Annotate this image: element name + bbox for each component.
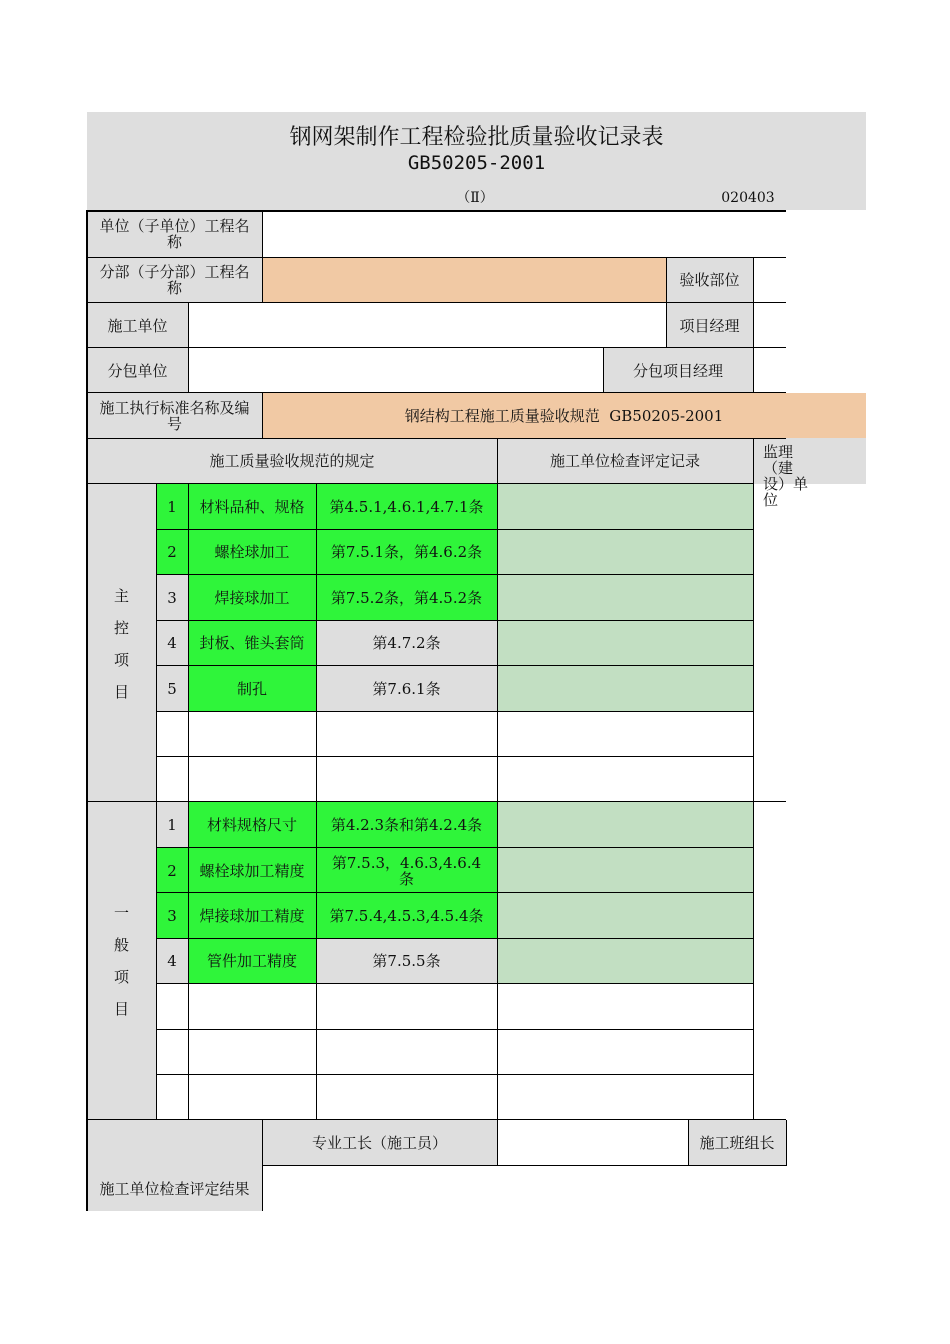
grid-line [156, 892, 753, 893]
grid-line [156, 1029, 753, 1030]
acceptance-part-value[interactable] [753, 257, 786, 303]
grid-line [753, 257, 754, 393]
subcontract-manager-value[interactable] [753, 348, 786, 393]
standard-value: 钢结构工程施工质量验收规范 GB50205-2001 [262, 393, 866, 438]
mc-item-no: 5 [156, 666, 188, 711]
general-item-clause: 第7.5.3，4.6.3,4.6.4条 [316, 848, 497, 893]
record-column-header: 施工单位检查评定记录 [497, 438, 753, 484]
grid-line [156, 983, 753, 984]
standard-code: GB50205-2001 [407, 152, 546, 174]
acceptance-part-label: 验收部位 [666, 257, 753, 303]
general-label: 一 般 项 目 [113, 904, 129, 1018]
subcontract-unit-value[interactable] [188, 348, 603, 393]
form-title: 钢网架制作工程检验批质量验收记录表 [289, 125, 664, 150]
mc-item-clause: 第7.5.2条，第4.5.2条 [316, 575, 497, 620]
mc-item-name: 封板、锥头套筒 [188, 620, 316, 666]
team-leader-label: 施工班组长 [688, 1120, 786, 1166]
mc-item-name: 螺栓球加工 [188, 529, 316, 575]
grid-line [262, 1165, 786, 1166]
sub-project-label: 分部（子分部）工程名称 [87, 257, 262, 303]
general-item-record[interactable] [497, 893, 753, 938]
mc-item-name: 材料品种、规格 [188, 484, 316, 529]
general-item-name: 焊接球加工精度 [188, 893, 316, 938]
grid-line [688, 1120, 689, 1166]
general-item-clause: 第4.2.3条和第4.2.4条 [316, 802, 497, 848]
general-item-no: 3 [156, 893, 188, 938]
grid-line [87, 1119, 786, 1120]
supervision-header-clip [753, 438, 809, 509]
foreman-label: 专业工长（施工员） [262, 1120, 497, 1166]
mc-item-name: 焊接球加工 [188, 575, 316, 620]
general-item-no: 1 [156, 802, 188, 848]
general-item-no: 2 [156, 848, 188, 893]
mc-item-record[interactable] [497, 529, 753, 575]
grid-line [156, 665, 753, 666]
grid-line [87, 302, 786, 303]
grid-line [786, 1120, 787, 1166]
grid-line [87, 347, 786, 348]
grid-line [156, 574, 753, 575]
grid-line [156, 620, 753, 621]
general-item-clause: 第7.5.5条 [316, 938, 497, 984]
general-empty-row[interactable] [156, 984, 753, 1120]
grid-line [156, 756, 753, 757]
subcontract-manager-label: 分包项目经理 [603, 348, 753, 393]
grid-line [262, 393, 263, 438]
grid-line [316, 484, 317, 1120]
grid-line [603, 348, 604, 393]
grid-line [87, 483, 753, 484]
foreman-value[interactable] [497, 1120, 688, 1166]
grid-line [262, 211, 263, 303]
general-item-record[interactable] [497, 938, 753, 984]
mc-item-name: 制孔 [188, 666, 316, 711]
supervision-column-header [753, 438, 866, 509]
mc-item-clause: 第4.5.1,4.6.1,4.7.1条 [316, 484, 497, 529]
grid-line [497, 438, 498, 1166]
grid-line [156, 711, 753, 712]
general-item-name: 螺栓球加工精度 [188, 848, 316, 893]
general-item-name: 材料规格尺寸 [188, 802, 316, 848]
unit-project-label: 单位（子单位）工程名称 [87, 211, 262, 257]
grid-line [262, 1120, 263, 1211]
spec-column-header: 施工质量验收规范的规定 [87, 438, 497, 484]
form-number: 020403 [721, 190, 775, 206]
grid-line [86, 210, 786, 212]
mc-item-no: 1 [156, 484, 188, 529]
general-item-record[interactable] [497, 802, 753, 848]
construction-unit-value[interactable] [188, 303, 666, 348]
mc-item-record[interactable] [497, 575, 753, 620]
project-manager-value[interactable] [753, 303, 786, 348]
grid-line [188, 484, 189, 1120]
grid-line [156, 847, 753, 848]
grid-line [156, 938, 753, 939]
grid-line [666, 257, 667, 348]
grid-line [753, 438, 754, 1120]
part-number: （Ⅱ） [456, 190, 494, 206]
mc-item-no: 3 [156, 575, 188, 620]
subcontract-unit-label: 分包单位 [87, 348, 188, 393]
mc-item-record[interactable] [497, 666, 753, 711]
general-item-no: 4 [156, 938, 188, 984]
grid-line [87, 392, 786, 393]
mc-item-record[interactable] [497, 620, 753, 666]
construction-unit-label: 施工单位 [87, 303, 188, 348]
grid-line [156, 1074, 753, 1075]
general-item-name: 管件加工精度 [188, 938, 316, 984]
general-item-record[interactable] [497, 848, 753, 893]
supervision-header-text: 监理（建设）单位 [763, 443, 809, 509]
standard-label: 施工执行标准名称及编号 [87, 393, 262, 438]
grid-line [156, 484, 157, 1120]
mc-item-record[interactable] [497, 484, 753, 529]
sub-project-value[interactable] [262, 257, 666, 303]
main-control-label: 主 控 项 目 [113, 587, 129, 701]
grid-line [87, 801, 786, 802]
grid-line [87, 438, 786, 439]
mc-item-clause: 第7.6.1条 [316, 666, 497, 711]
project-manager-label: 项目经理 [666, 303, 753, 348]
grid-line [86, 210, 88, 1211]
result-label: 施工单位检查评定结果 [99, 1179, 250, 1198]
mc-item-clause: 第7.5.1条，第4.6.2条 [316, 529, 497, 575]
grid-line [188, 303, 189, 393]
grid-line [156, 529, 753, 530]
mc-item-clause: 第4.7.2条 [316, 620, 497, 666]
mc-item-no: 2 [156, 529, 188, 575]
mc-item-no: 4 [156, 620, 188, 666]
general-item-clause: 第7.5.4,4.5.3,4.5.4条 [316, 893, 497, 938]
unit-project-value[interactable] [262, 211, 786, 257]
grid-line [87, 257, 786, 258]
